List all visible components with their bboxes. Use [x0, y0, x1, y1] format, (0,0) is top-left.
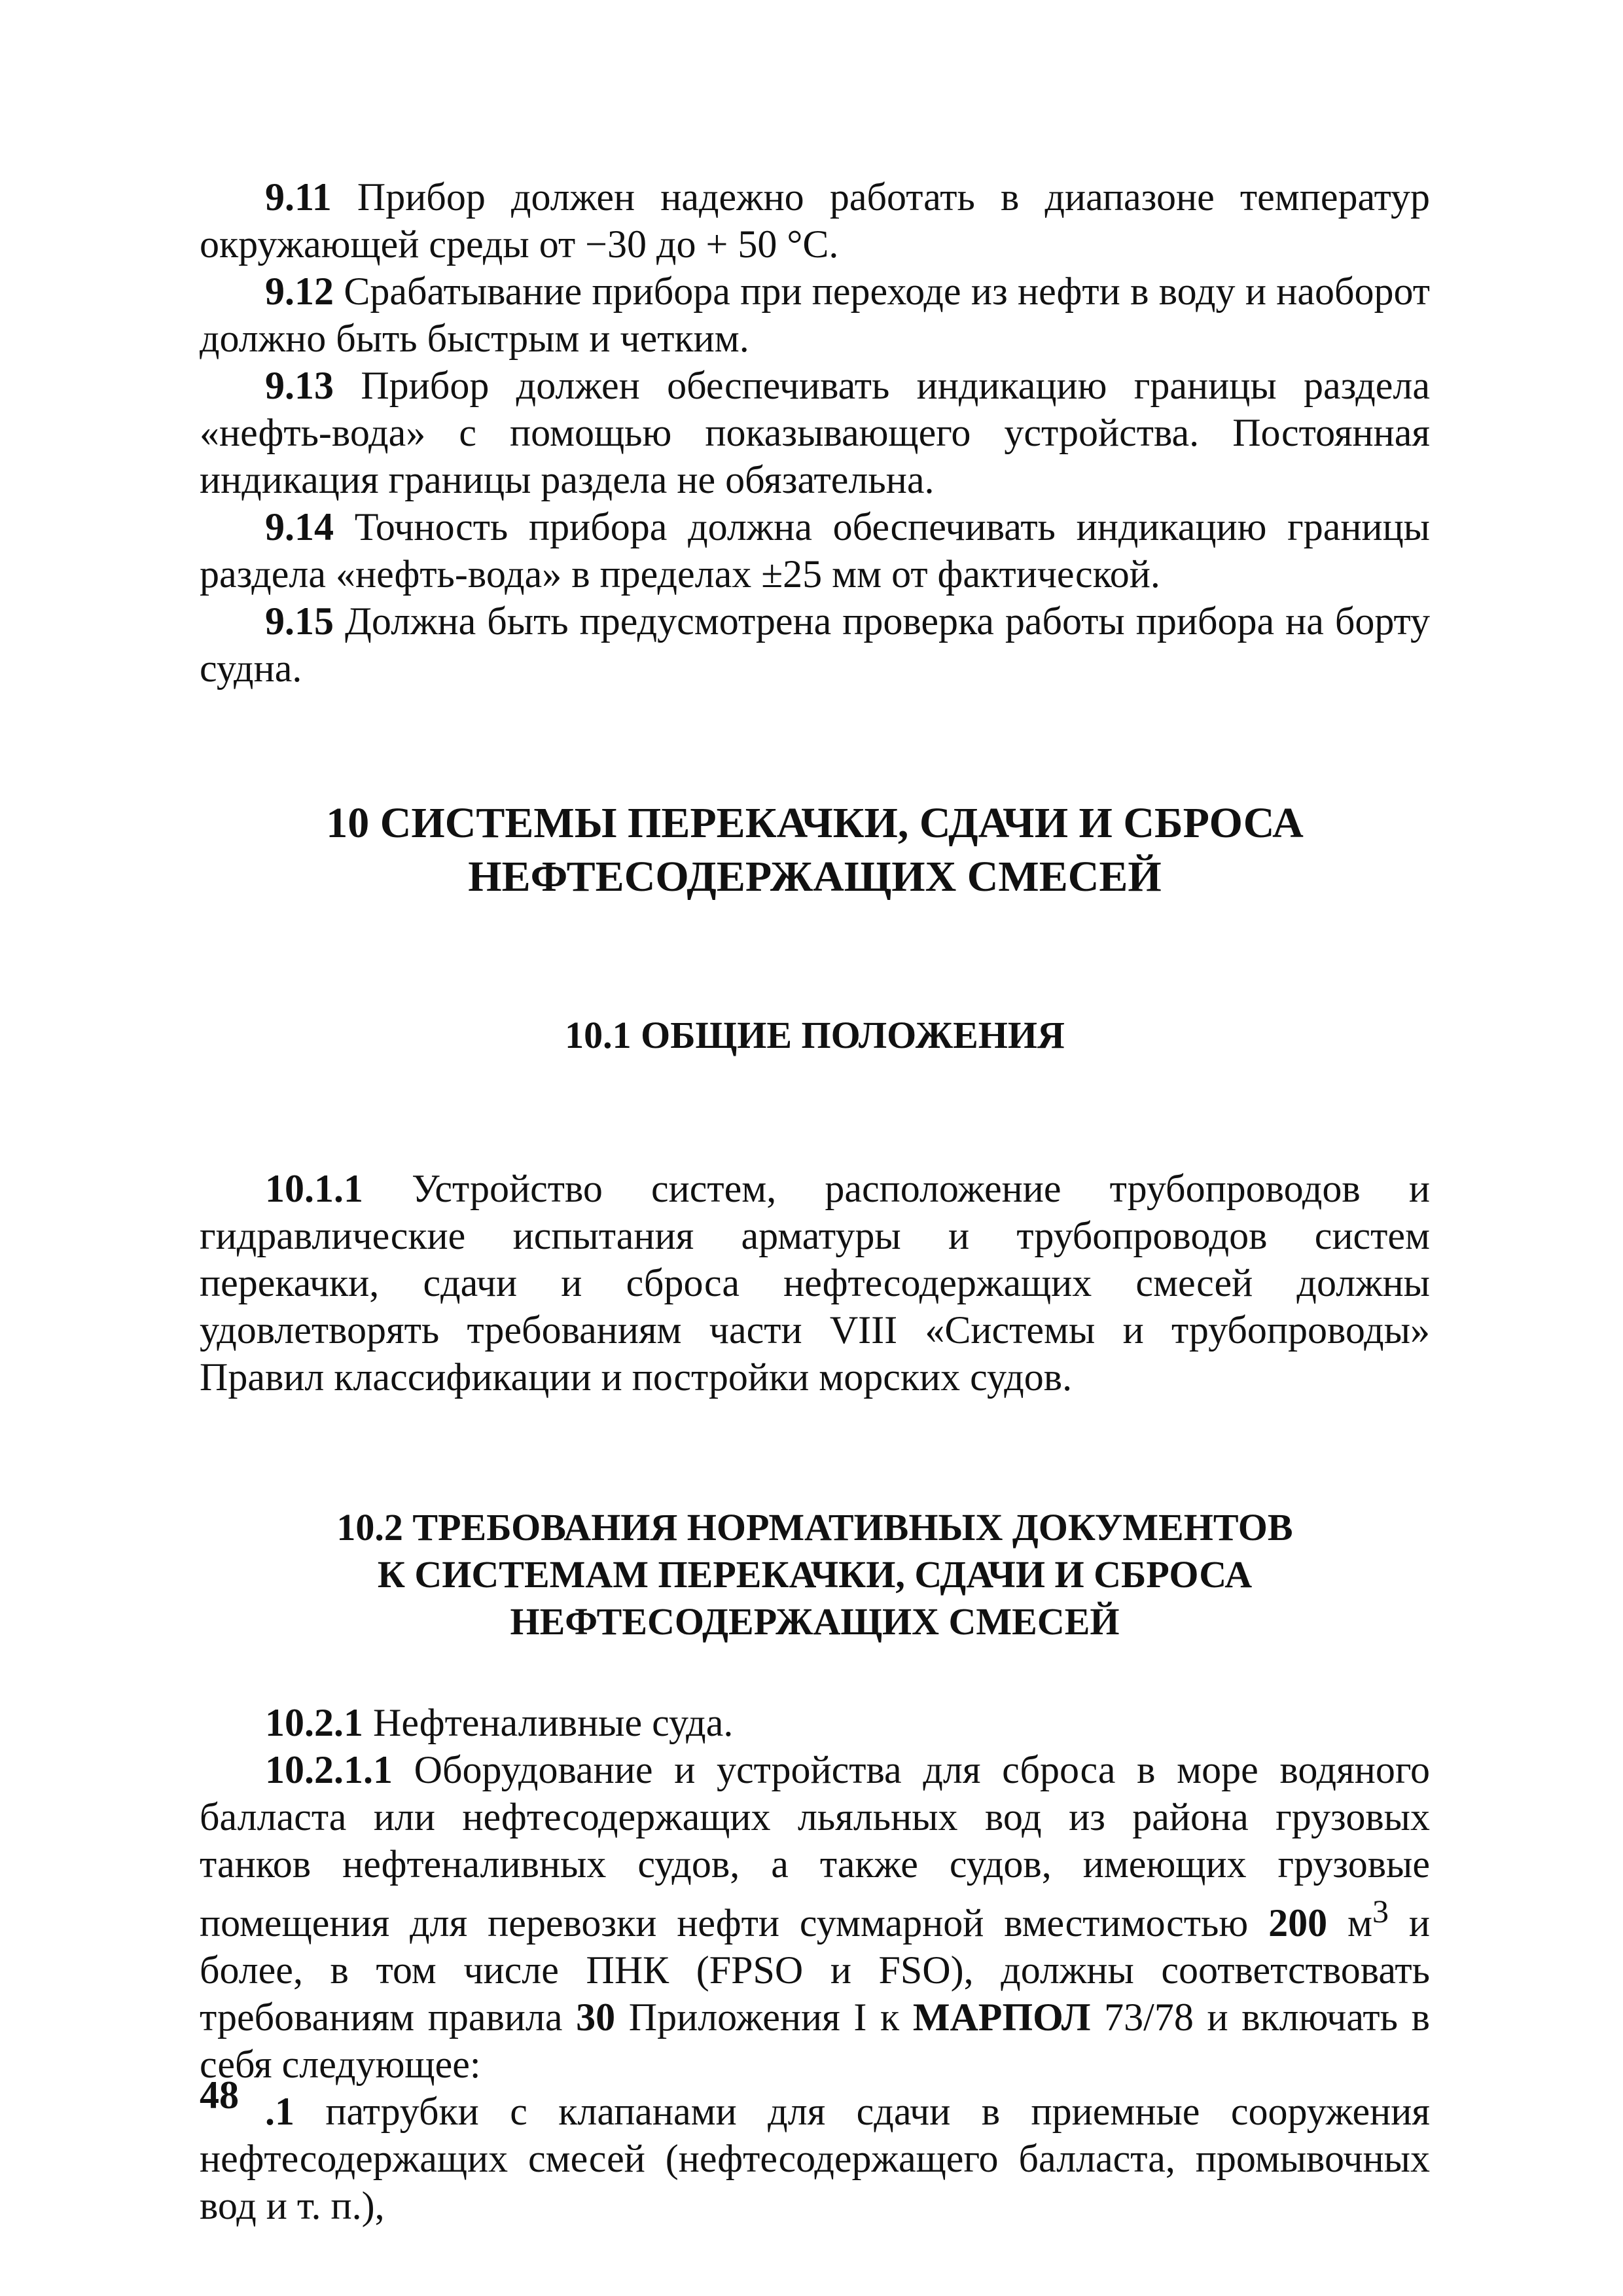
item-number: .1 — [265, 2090, 294, 2133]
clause-number: 9.11 — [265, 175, 332, 219]
unit-superscript: 3 — [1372, 1893, 1389, 1929]
rule-number: 30 — [576, 1996, 616, 2039]
section-title-line: НЕФТЕСОДЕРЖАЩИХ СМЕСЕЙ — [468, 853, 1162, 901]
paragraph-10-2-1-1 — [200, 1746, 1430, 2088]
subsection-title-line: 10.1 ОБЩИЕ ПОЛОЖЕНИЯ — [565, 1014, 1065, 1056]
subsection-title-line: К СИСТЕМАМ ПЕРЕКАЧКИ, СДАЧИ И СБРОСА — [377, 1553, 1253, 1596]
paragraph-9-15 — [200, 598, 1430, 692]
volume-value: 200 — [1268, 1901, 1328, 1945]
clause-text: Точность прибора должна обеспечивать индикацию границы раздела «нефть-вода» в пределах ±25 мм от фактической. — [200, 505, 1430, 596]
clause-number: 9.12 — [265, 270, 334, 313]
item-text: патрубки с клапанами для сдачи в приемные сооружения нефтесодержащих смесей (нефтесодержащего балласта, промывочных вод и т. п.), — [200, 2090, 1430, 2227]
clause-text: 73/78 и включать в себя следующее: — [200, 1996, 1430, 2086]
clause-number: 9.14 — [265, 505, 334, 548]
clause-text: Оборудование и устройства для сброса в море водяного балласта или нефтесодержащих льяльных вод из района грузовых танков нефтеналивных судов, а также судов, имеющих грузовые помещения для перевозки нефти суммарной вместимостью — [200, 1748, 1430, 1945]
section-10-title — [200, 797, 1430, 904]
subsection-title-line: 10.2 ТРЕБОВАНИЯ НОРМАТИВНЫХ ДОКУМЕНТОВ — [336, 1506, 1293, 1549]
convention-name: МАРПОЛ — [912, 1996, 1091, 2039]
clause-text: Нефтеналивные суда. — [363, 1701, 734, 1744]
paragraph-9-14 — [200, 503, 1430, 598]
subsection-10-2-title — [200, 1504, 1430, 1645]
clause-text: Приложения I к — [615, 1996, 913, 2039]
list-item-1 — [200, 2088, 1430, 2229]
clause-text: Должна быть предусмотрена проверка работы прибора на борту судна. — [200, 600, 1430, 690]
section-title-line: 10 СИСТЕМЫ ПЕРЕКАЧКИ, СДАЧИ И СБРОСА — [326, 799, 1304, 847]
subsection-10-1-title — [200, 1012, 1430, 1059]
paragraph-9-13 — [200, 362, 1430, 503]
paragraph-10-1-1 — [200, 1165, 1430, 1401]
clause-number: 10.2.1 — [265, 1701, 363, 1744]
paragraph-9-11 — [200, 173, 1430, 268]
clause-number: 9.13 — [265, 364, 334, 407]
clause-text: Срабатывание прибора при переходе из нефти в воду и наоборот должно быть быстрым и четким. — [200, 270, 1430, 360]
paragraph-10-2-1 — [200, 1699, 1430, 1746]
clause-text: Устройство систем, расположение трубопроводов и гидравлические испытания арматуры и трубопроводов систем перекачки, сдачи и сброса нефтесодержащих смесей должны удовлетворять требованиям части VIII «Системы и трубопроводы» Правил классификации и постройки морских судов. — [200, 1167, 1430, 1399]
clause-number: 10.2.1.1 — [265, 1748, 393, 1791]
document-page — [200, 173, 1430, 2229]
clause-text: Прибор должен обеспечивать индикацию границы раздела «нефть-вода» с помощью показывающего устройства. Постоянная индикация границы раздела не обязательна. — [200, 364, 1430, 501]
page-number: 48 — [200, 2073, 239, 2117]
clause-text: и более, в том числе ПНК (FPSO и FSO), должны соответствовать требованиям правила — [200, 1901, 1431, 2039]
clause-number: 10.1.1 — [265, 1167, 363, 1210]
volume-unit: м — [1327, 1901, 1372, 1945]
paragraph-9-12 — [200, 268, 1430, 362]
clause-number: 9.15 — [265, 600, 334, 643]
clause-text: Прибор должен надежно работать в диапазоне температур окружающей среды от −30 до + 50 °С. — [200, 175, 1430, 266]
subsection-title-line: НЕФТЕСОДЕРЖАЩИХ СМЕСЕЙ — [510, 1600, 1120, 1643]
